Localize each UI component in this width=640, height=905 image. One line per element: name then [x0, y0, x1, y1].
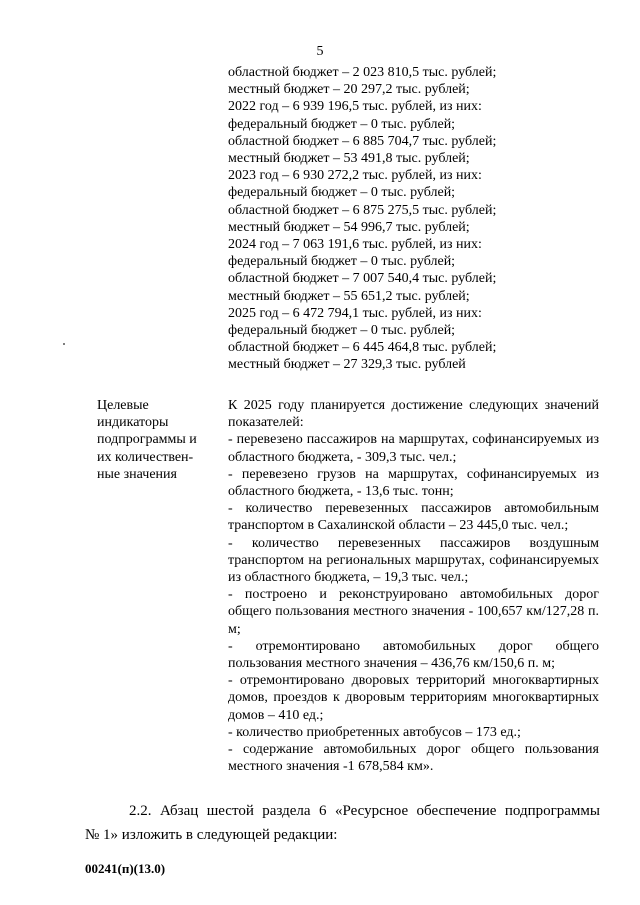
budget-line: местный бюджет – 20 297,2 тыс. рублей; — [228, 82, 470, 98]
budget-breakdown — [228, 64, 608, 374]
indicators-label — [97, 397, 215, 483]
label-line: индикаторы — [97, 415, 169, 431]
budget-line: местный бюджет – 55 651,2 тыс. рублей; — [228, 288, 470, 304]
amendment-line: 2.2. Абзац шестой раздела 6 «Ресурсное обеспечение подпрограммы — [129, 803, 600, 819]
budget-line: областной бюджет – 2 023 810,5 тыс. рублей; — [228, 65, 497, 80]
budget-line: 2022 год – 6 939 196,5 тыс. рублей, из них: — [228, 99, 482, 115]
budget-line: областной бюджет – 6 875 275,5 тыс. рублей; — [228, 202, 497, 218]
label-line: Целевые — [97, 398, 149, 413]
indicator-item: - отремонтировано автомобильных дорог общего пользования местного значения – 436,76 км/150,6 п. м; — [228, 638, 599, 672]
indicator-item: - перевезено грузов на маршрутах, софинансируемых из областного бюджета, - 13,6 тыс. тонн; — [228, 466, 599, 500]
amendment-line: № 1» изложить в следующей редакции: — [85, 827, 338, 843]
indicator-item: - количество перевезенных пассажиров воздушным транспортом на региональных маршрутах, софинансируемых из областного бюджета, – 19,3 тыс. чел.; — [228, 535, 599, 586]
indicator-intro: К 2025 году планируется достижение следующих значений показателей: — [228, 398, 599, 431]
indicator-item: - количество перевезенных пассажиров автомобильным транспортом в Сахалинской области – 23 445,0 тыс. чел.; — [228, 501, 599, 534]
document-code: 00241(п)(13.0) — [85, 861, 166, 876]
page-number: 5 — [316, 44, 324, 59]
indicator-item: - перевезено пассажиров на маршрутах, софинансируемых из областного бюджета, - 309,3 тыс. чел.; — [228, 432, 599, 465]
budget-line: областной бюджет – 6 445 464,8 тыс. рублей; — [228, 340, 497, 356]
budget-line: 2025 год – 6 472 794,1 тыс. рублей, из них: — [228, 305, 482, 321]
scan-speck — [63, 343, 65, 345]
budget-line: местный бюджет – 27 329,3 тыс. рублей — [228, 357, 466, 373]
budget-line: областной бюджет – 6 885 704,7 тыс. рублей; — [228, 133, 497, 149]
label-line: их количествен- — [97, 449, 194, 465]
budget-line: федеральный бюджет – 0 тыс. рублей; — [228, 323, 456, 339]
amendment-paragraph — [85, 799, 600, 847]
budget-line: 2023 год – 6 930 272,2 тыс. рублей, из них: — [228, 168, 482, 184]
budget-line: областной бюджет – 7 007 540,4 тыс. рублей; — [228, 271, 497, 287]
budget-line: местный бюджет – 53 491,8 тыс. рублей; — [228, 151, 470, 167]
label-line: ные значения — [97, 466, 177, 482]
label-line: подпрограммы и — [97, 432, 197, 448]
indicator-item: - количество приобретенных автобусов – 173 ед.; — [228, 724, 521, 740]
budget-line: 2024 год – 7 063 191,6 тыс. рублей, из них: — [228, 237, 482, 253]
indicator-item: - содержание автомобильных дорог общего пользования местного значения -1 678,584 км». — [228, 742, 599, 775]
budget-line: местный бюджет – 54 996,7 тыс. рублей; — [228, 219, 470, 235]
indicators-list — [228, 397, 599, 775]
indicator-item: - отремонтировано дворовых территорий многоквартирных домов, проездов к дворовым территориям многоквартирных домов – 410 ед.; — [228, 673, 599, 723]
budget-line: федеральный бюджет – 0 тыс. рублей; — [228, 185, 456, 201]
indicator-item: - построено и реконструировано автомобильных дорог общего пользования местного значения - 100,657 км/127,28 п. м; — [228, 587, 599, 637]
budget-line: федеральный бюджет – 0 тыс. рублей; — [228, 254, 456, 270]
budget-line: федеральный бюджет – 0 тыс. рублей; — [228, 116, 456, 132]
